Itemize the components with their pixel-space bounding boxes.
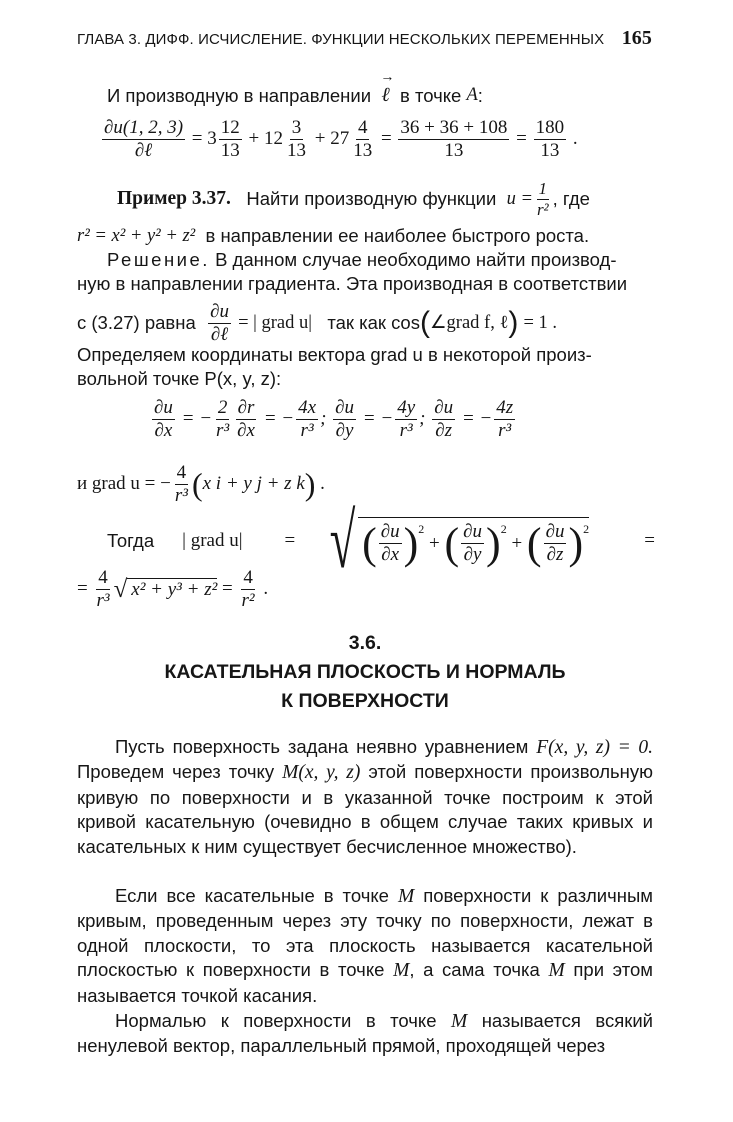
coef-3: 27: [330, 128, 350, 150]
dot: .: [263, 578, 269, 600]
vector-l: → ℓ: [381, 84, 389, 107]
solution-text-3a: с (3.27) равна: [77, 312, 196, 334]
example-label: Пример 3.37.: [117, 188, 231, 210]
running-title: ГЛАВА 3. ДИФФ. ИСЧИСЛЕНИЕ. ФУНКЦИИ НЕСКОЛЬКИХ ПЕРЕМЕННЫХ: [77, 31, 605, 48]
p1-point: M(x, y, z): [282, 762, 361, 784]
solution-text-4: Определяем координаты вектора grad u в некоторой произ-: [77, 344, 592, 365]
coef-1: 3: [207, 128, 217, 150]
paragraph-3: [77, 1009, 653, 1059]
example-line-1: [117, 180, 590, 219]
formula-result: [77, 568, 268, 611]
p2-text-c: , а сама точка: [409, 959, 540, 981]
p2-text-a: Если все касательные в точке: [115, 885, 389, 906]
colon: :: [477, 84, 483, 106]
lhs-fraction: $\frac{\partial u(1, 2, 3)}{\text{∂ℓ}}$: [104, 117, 184, 161]
dr-dx: $\frac{\partial r}{\partial x}$: [237, 397, 255, 441]
frac-1: $\frac{12}{13}$: [220, 117, 240, 161]
left-paren: (: [191, 466, 203, 503]
4x-over-r3: $\frac{4x}{\text{r³}}$: [298, 397, 317, 441]
u-eq: u =: [506, 188, 533, 209]
dot: .: [320, 473, 325, 495]
intro-text: И производную в направлении: [107, 84, 372, 106]
point-a: A: [466, 85, 478, 105]
solution-line-3: [77, 302, 557, 345]
intro-text-after: в точке: [399, 84, 462, 106]
solution-line-5: [77, 368, 281, 390]
p1-text-c: этой поверхности произвольную кривую по поверхности и в указанной точке построим к этой кривой касательную (очевидно в общем случае таких кривых и касательных к ним существует бесчисленное множество).: [77, 761, 654, 857]
grad-abs: = | grad u|: [238, 312, 312, 333]
p3-text-b: называется всякий ненулевой вектор, параллельный прямой, проходящей через: [77, 1010, 654, 1057]
u-fraction: $\frac{1}{\text{r²}}$: [536, 179, 549, 219]
eq: =: [77, 578, 88, 600]
plus: +: [314, 128, 326, 150]
formula-grad: [77, 463, 325, 506]
eq: =: [222, 578, 233, 600]
du-dz: $\frac{\partial u}{\partial z}$: [434, 397, 454, 441]
du-dy: $\frac{\partial u}{\partial y}$: [335, 397, 355, 441]
p1-text-b: Проведем через точку: [77, 761, 275, 783]
frac-sum: $\frac{36 + 36 + 108}{13}$: [400, 117, 508, 161]
sqrt-sign: √: [329, 497, 356, 584]
grad-body: x i + y j + z k: [202, 473, 305, 495]
example-line-2: [77, 225, 589, 247]
four-over-r3: $\frac{4}{\text{r³}}$: [96, 567, 110, 611]
eq-one: = 1 .: [523, 312, 558, 333]
frac-2: $\frac{3}{13}$: [286, 117, 306, 161]
p2-point-2: M: [393, 960, 410, 982]
example-text-2: в направлении ее наиболее быстрого роста.: [205, 225, 590, 246]
then-word: Тогда: [107, 530, 155, 551]
example-text: Найти производную функции: [246, 188, 497, 210]
formula-directional-derivative: [100, 118, 578, 161]
trailing-eq: =: [644, 530, 655, 551]
p2-text-b: поверхности к различным кривым, проведенным через эту точку по поверхности, лежат в одной плоскости, то эта плоскость называется касательной плоскостью к поверхности в точке: [77, 885, 654, 981]
formula-partials: $\frac{\partial u}{\partial x}$ = − $\frac{2}{\text{r³}}$ $\frac{\partial r}{\partial x}$ = − $\frac{4x}{\text{r³}}$ ; $\frac{\partial u}{\partial y}$ = − $\frac{4y}{\text{r³}}$ ; $\frac{\partial u}{\partial z}$ = − $\frac{4z}{\text{r³}}$: [154, 397, 514, 441]
plus: +: [248, 128, 260, 150]
solution-text-2: ную в направлении градиента. Эта производная в соответствии: [77, 273, 628, 294]
sqrt-small: √ x² + y³ + z²: [113, 575, 218, 603]
4y-over-r3: $\frac{4y}{\text{r³}}$: [397, 397, 416, 441]
frac-3: $\frac{4}{13}$: [353, 117, 373, 161]
four-over-r3: $\frac{4}{\text{r³}}$: [174, 462, 188, 506]
page-number: 165: [621, 27, 652, 49]
4z-over-r3: $\frac{4z}{\text{r³}}$: [496, 397, 514, 441]
solution-text-1: В данном случае необходимо найти производ-: [215, 249, 617, 270]
solution-line-4: [77, 344, 592, 366]
right-paren: ): [304, 466, 316, 503]
solution-text-3c: так как cos: [327, 312, 420, 334]
p2-point-3: M: [548, 960, 565, 982]
eq: =: [191, 128, 203, 150]
section-title-line-1: КАСАТЕЛЬНАЯ ПЛОСКОСТЬ И НОРМАЛЬ: [164, 661, 566, 683]
eq: =: [516, 128, 527, 150]
where-text: , где: [552, 188, 590, 210]
two-over-r3: $\frac{2}{\text{r³}}$: [216, 397, 230, 441]
frac-result: $\frac{180}{13}$: [535, 117, 565, 161]
p2-text-d: при этом называется точкой касания.: [77, 959, 653, 1006]
p3-point: M: [450, 1011, 468, 1032]
angle-expr: ∠grad f, ℓ: [429, 313, 509, 334]
p3-text-a: Нормалью к поверхности в точке: [115, 1010, 437, 1031]
section-heading: [77, 629, 653, 716]
p2-point: M: [397, 886, 415, 907]
eq: =: [284, 530, 296, 551]
running-header: [77, 27, 652, 50]
solution-label: Решение.: [107, 249, 210, 270]
p1-equation: F(x, y, z) = 0.: [536, 737, 653, 758]
section-number: 3.6.: [348, 632, 382, 654]
solution-line-1: [107, 249, 617, 271]
grad-norm: | grad u|: [182, 530, 243, 551]
four-over-r2: $\frac{4}{\text{r²}}$: [241, 567, 255, 611]
du-dl-fraction: $\frac{\partial u}{\text{∂ℓ}}$: [210, 301, 229, 345]
paragraph-2: [77, 884, 653, 1008]
solution-line-2: [77, 273, 627, 295]
coef-2: 12: [263, 128, 283, 150]
section-title-line-2: К ПОВЕРХНОСТИ: [281, 690, 449, 712]
du-dx: $\frac{\partial u}{\partial x}$: [154, 397, 173, 441]
sqrt-expression: [321, 497, 590, 584]
dot: .: [572, 128, 578, 150]
r-definition: r² = x² + y² + z²: [77, 225, 196, 246]
right-paren: ): [508, 306, 519, 340]
eq: =: [380, 128, 392, 150]
paragraph-1: [77, 735, 653, 859]
grad-prefix: и grad u = −: [77, 473, 171, 495]
left-paren: (: [419, 306, 430, 340]
solution-text-5: вольной точке P(x, y, z):: [77, 368, 282, 389]
intro-line: [107, 84, 483, 107]
p1-text-a: Пусть поверхность задана неявно уравнением: [115, 736, 529, 757]
radicand: ( $\frac{\partial u}{\partial x}$ ) 2 + ( $\frac{\partial u}{\partial y}$ ) 2 + ( $\frac{\partial u}{\partial z}$ ) 2: [358, 517, 589, 566]
